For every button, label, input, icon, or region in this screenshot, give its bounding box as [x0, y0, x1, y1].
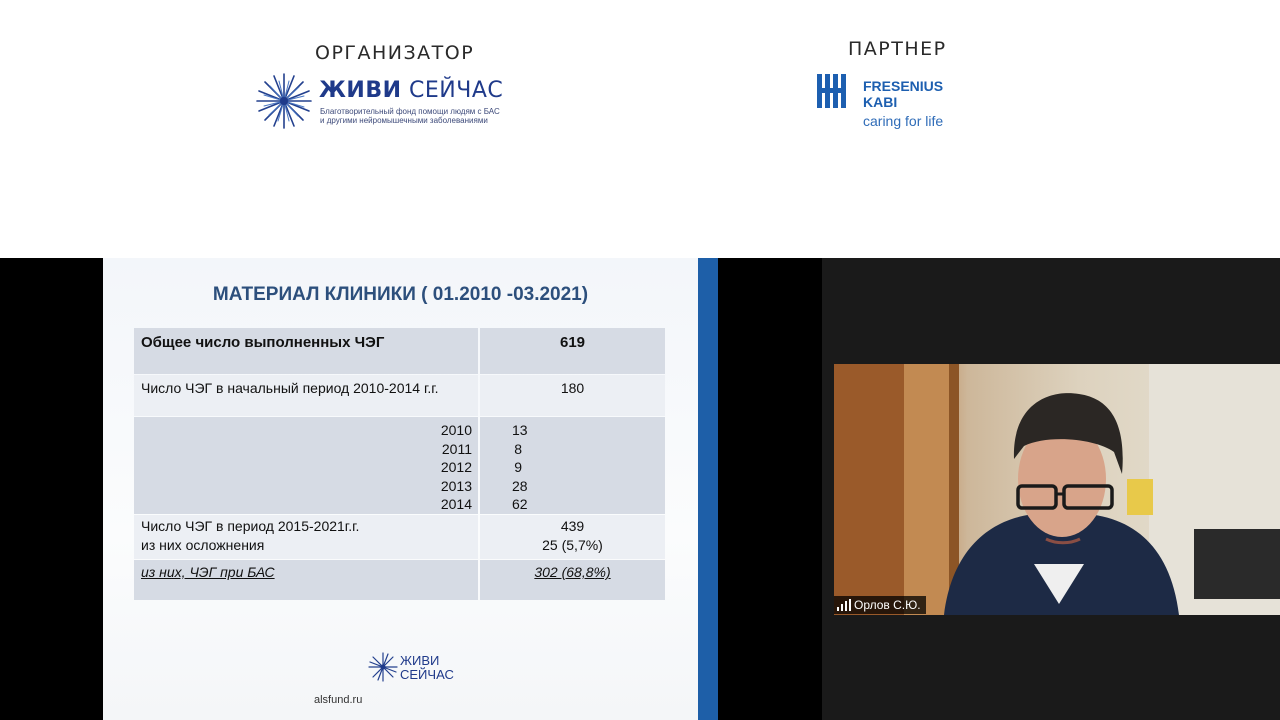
slide-title: МАТЕРИАЛ КЛИНИКИ ( 01.2010 -03.2021)	[212, 284, 589, 305]
list-item: 2014 62	[440, 496, 528, 512]
list-item: 2010 13	[440, 422, 528, 438]
list-item: 2012 9	[440, 459, 522, 475]
video-frame	[834, 364, 1280, 615]
total-value: 619	[559, 334, 586, 351]
partner-name: FRESENIUS KABI	[863, 78, 944, 110]
table-row	[134, 417, 665, 514]
organizer-logo	[255, 72, 515, 132]
sponsor-banner	[0, 0, 1280, 258]
partner-tagline: caring for life	[863, 113, 944, 129]
table-row	[134, 515, 665, 559]
period-label: Число ЧЭГ в период 2015-2021г.г.	[141, 518, 360, 534]
slide-accent-stripe	[698, 258, 718, 720]
participant-video[interactable]	[834, 364, 1280, 615]
list-item: 2011 8	[441, 440, 522, 457]
table-row	[134, 375, 665, 416]
clinic-data-table	[134, 328, 665, 600]
table-row	[134, 560, 665, 600]
slide-url: alsfund.ru	[314, 694, 363, 706]
starburst-icon	[368, 652, 398, 682]
organizer-subtitle: Благотворительный фонд помощи людям с БАС и другими нейромышечными заболеваниями	[320, 107, 500, 125]
slide-logo-text: ЖИВИ СЕЙЧАС	[400, 653, 454, 682]
initial-period-label: Число ЧЭГ в начальный период 2010-2014 г.г.	[141, 380, 439, 396]
participant-name-tag	[834, 596, 926, 614]
meeting-view	[0, 258, 1280, 720]
partner-logo	[817, 72, 957, 132]
yearly-breakdown	[434, 421, 528, 514]
als-label: из них, ЧЭГ при БАС	[141, 564, 275, 580]
signal-bars-icon	[837, 599, 851, 611]
starburst-icon	[255, 72, 313, 130]
total-label: Общее число выполненных ЧЭГ	[141, 334, 385, 351]
slide-footer-logo	[368, 650, 458, 686]
shared-slide	[103, 258, 698, 720]
video-panel	[822, 258, 1280, 720]
participant-name: Орлов С.Ю.	[854, 598, 921, 612]
als-value: 302 (68,8%)	[534, 564, 611, 580]
organizer-name: ЖИВИ СЕЙЧАС	[319, 78, 504, 103]
list-item: 2013 28	[440, 477, 528, 494]
organizer-label: ОРГАНИЗАТОР	[315, 42, 475, 64]
fresenius-mark-icon	[817, 72, 853, 110]
initial-period-value: 180	[560, 380, 585, 396]
partner-label: ПАРТНЕР	[848, 38, 947, 60]
period-value: 439	[560, 518, 585, 534]
complications-label: из них осложнения	[141, 537, 265, 553]
complications-value: 25 (5,7%)	[542, 537, 603, 553]
table-row	[134, 328, 665, 374]
